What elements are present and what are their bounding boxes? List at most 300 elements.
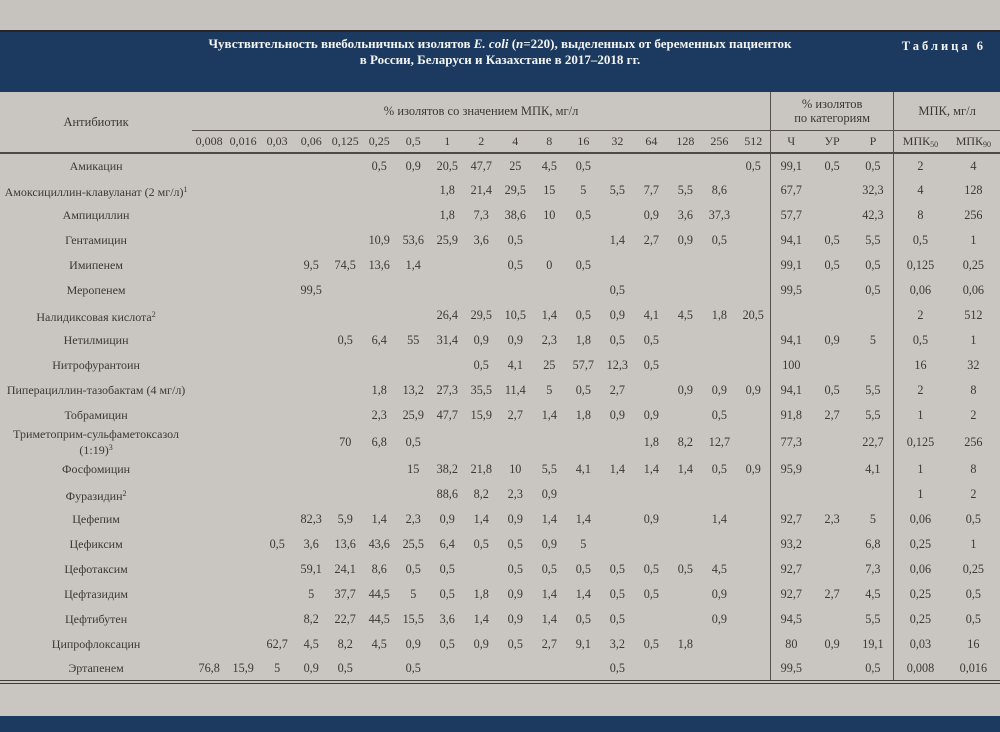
mic-value-cell xyxy=(294,482,328,507)
mic-value-cell xyxy=(192,303,226,328)
mic-value-cell: 99,5 xyxy=(300,283,322,297)
mic-value-cell: 0,9 xyxy=(711,612,727,626)
mic-value-cell xyxy=(702,632,736,657)
mic-value-cell xyxy=(226,607,260,632)
mpk-value-cell: 4 xyxy=(970,158,977,173)
mic-value-cell xyxy=(328,228,362,253)
mic-value-cell xyxy=(226,582,260,607)
mic-value-cell: 13,6 xyxy=(368,258,390,272)
mic-value-cell: 21,8 xyxy=(470,462,492,476)
mic-value-cell xyxy=(328,153,362,178)
mic-value-cell: 0,5 xyxy=(439,587,455,601)
mic-value-cell: 1,8 xyxy=(575,408,591,422)
mic-value-cell xyxy=(192,557,226,582)
mic-value-cell xyxy=(260,507,294,532)
category-value-cell: 95,9 xyxy=(771,457,812,482)
category-value-cell: 91,8 xyxy=(771,403,812,428)
mic-value-cell: 0,9 xyxy=(507,512,523,526)
category-column-header: Ч xyxy=(771,130,812,153)
category-value-cell: 99,1 xyxy=(771,153,812,178)
mic-value-cell: 4,1 xyxy=(575,462,591,476)
category-value-cell xyxy=(853,303,894,328)
mic-value-cell xyxy=(736,353,770,378)
mic-value-cell xyxy=(294,378,328,403)
mic-value-cell xyxy=(328,457,362,482)
category-value-cell: 67,7 xyxy=(771,178,812,203)
mic-value-cell xyxy=(634,153,668,178)
antibiotic-name-cell: Цефотаксим xyxy=(64,562,128,576)
category-value-cell: 57,7 xyxy=(771,203,812,228)
mic-value-cell: 1,4 xyxy=(541,587,557,601)
mic-column-header: 256 xyxy=(702,130,736,153)
mic-value-cell xyxy=(396,178,430,203)
top-margin-strip xyxy=(0,0,1000,30)
antibiotic-name-cell: Цефиксим xyxy=(69,537,123,551)
table-row xyxy=(0,353,1000,378)
mic-value-cell xyxy=(464,428,498,457)
mic-value-cell: 0,5 xyxy=(609,612,625,626)
mic-value-cell: 0,9 xyxy=(711,383,727,397)
mic-value-cell xyxy=(430,428,464,457)
mpk-value-cell: 8 xyxy=(894,203,947,228)
mic-value-cell: 10,5 xyxy=(504,308,526,322)
category-value-cell: 6,8 xyxy=(865,537,881,551)
mic-value-cell: 2,3 xyxy=(405,512,421,526)
mic-value-cell xyxy=(600,482,634,507)
mic-value-cell xyxy=(736,428,770,457)
mic-value-cell xyxy=(226,428,260,457)
mic-value-cell: 12,3 xyxy=(606,358,628,372)
mic-column-header: 128 xyxy=(668,130,702,153)
mic-value-cell: 4,5 xyxy=(371,637,387,651)
category-column-header: Р xyxy=(853,130,894,153)
mic-value-cell xyxy=(226,632,260,657)
mic-value-cell: 0,5 xyxy=(575,383,591,397)
mic-value-cell: 38,6 xyxy=(504,208,526,222)
mpk-value-cell: 16 xyxy=(967,637,980,651)
mic-value-cell: 0,5 xyxy=(439,562,455,576)
mpk-value-cell: 0,5 xyxy=(894,328,947,353)
mic-value-cell xyxy=(702,253,736,278)
mic-value-cell xyxy=(226,228,260,253)
mpk-value-cell: 1 xyxy=(970,537,977,551)
mic-value-cell xyxy=(634,253,668,278)
mic-value-cell: 29,5 xyxy=(504,183,526,197)
mic-value-cell xyxy=(294,328,328,353)
mic-column-header: 0,06 xyxy=(294,130,328,153)
mic-value-cell xyxy=(498,428,532,457)
table-row xyxy=(0,253,1000,278)
mic-value-cell: 5,5 xyxy=(677,183,693,197)
mic-value-cell: 2,7 xyxy=(507,408,523,422)
susceptibility-table xyxy=(0,92,1000,684)
mic-value-cell: 4,5 xyxy=(541,158,557,173)
mic-value-cell: 1,4 xyxy=(575,512,591,526)
mic-value-cell: 5,5 xyxy=(609,183,625,197)
category-value-cell xyxy=(812,203,853,228)
mic-value-cell xyxy=(566,657,600,682)
mic-value-cell xyxy=(226,253,260,278)
table-row xyxy=(0,278,1000,303)
mic-value-cell: 0,5 xyxy=(711,408,727,422)
category-value-cell: 94,5 xyxy=(771,607,812,632)
mic-value-cell xyxy=(736,632,770,657)
mic-value-cell: 1,8 xyxy=(575,333,591,347)
mic-value-cell xyxy=(192,632,226,657)
mic-value-cell: 1,4 xyxy=(609,462,625,476)
mic-value-cell xyxy=(192,228,226,253)
category-value-cell xyxy=(853,482,894,507)
mic-value-cell xyxy=(260,178,294,203)
mic-value-cell xyxy=(430,278,464,303)
category-value-cell: 94,1 xyxy=(771,228,812,253)
mic-value-cell xyxy=(192,428,226,457)
mic-value-cell xyxy=(736,403,770,428)
mic-value-cell: 13,6 xyxy=(334,537,356,551)
antibiotic-name-cell: Меропенем xyxy=(66,283,126,297)
table-row xyxy=(0,457,1000,482)
mpk-value-cell: 32 xyxy=(967,358,980,372)
mic-value-cell xyxy=(226,328,260,353)
mic-value-cell: 1,8 xyxy=(711,308,727,322)
mic-value-cell xyxy=(702,153,736,178)
mic-value-cell: 1,4 xyxy=(541,408,557,422)
mic-column-header: 0,125 xyxy=(328,130,362,153)
mpk-group-header: МПК, мг/л xyxy=(894,92,1000,130)
group-header-row xyxy=(0,92,1000,130)
mpk-value-cell: 2 xyxy=(894,378,947,403)
mic-value-cell xyxy=(736,607,770,632)
mic-value-cell xyxy=(260,328,294,353)
mic-value-cell xyxy=(294,428,328,457)
mic-value-cell: 1,4 xyxy=(405,258,421,272)
mic-value-cell xyxy=(226,482,260,507)
mic-value-cell xyxy=(566,482,600,507)
category-value-cell: 0,5 xyxy=(824,258,840,272)
category-value-cell: 0,5 xyxy=(865,283,881,297)
category-percent-group-header: % изолятов по категориям xyxy=(771,92,894,130)
category-value-cell xyxy=(812,557,853,582)
mic-value-cell xyxy=(736,482,770,507)
mic-value-cell: 0,5 xyxy=(541,562,557,576)
mpk-value-cell: 0,5 xyxy=(965,587,981,601)
category-value-cell: 22,7 xyxy=(862,435,884,449)
mic-value-cell xyxy=(362,303,396,328)
mic-value-cell: 62,7 xyxy=(266,637,288,651)
mpk-value-cell: 0,5 xyxy=(965,612,981,626)
mpk-value-cell: 0,5 xyxy=(965,512,981,526)
antibiotic-name-cell: Амоксициллин-клавуланат (2 мг/л)$^1$ xyxy=(4,184,188,199)
mic-value-cell xyxy=(226,532,260,557)
mic-value-cell: 0,5 xyxy=(405,661,421,675)
mic-value-cell xyxy=(260,428,294,457)
mic-value-cell: 8,2 xyxy=(473,487,489,501)
mpk-subscript: 50 xyxy=(930,139,939,149)
category-value-cell: 0,5 xyxy=(824,158,840,173)
mic-value-cell xyxy=(260,153,294,178)
mpk-value-cell: 0,25 xyxy=(894,582,947,607)
category-value-cell: 0,5 xyxy=(865,258,881,272)
mic-value-cell xyxy=(736,507,770,532)
mic-value-cell: 3,6 xyxy=(677,208,693,222)
mic-value-cell xyxy=(226,303,260,328)
mic-value-cell: 2,3 xyxy=(541,333,557,347)
category-value-cell: 0,9 xyxy=(824,333,840,347)
mic-column-header: 0,03 xyxy=(260,130,294,153)
mic-value-cell xyxy=(668,532,702,557)
mic-value-cell: 6,8 xyxy=(371,435,387,449)
mic-value-cell xyxy=(498,278,532,303)
mic-value-cell: 37,3 xyxy=(708,208,731,222)
mic-value-cell xyxy=(328,353,362,378)
mic-value-cell: 1,4 xyxy=(541,308,557,322)
mic-value-cell: 25,9 xyxy=(436,233,458,247)
footnote-marker: 1 xyxy=(183,184,188,194)
category-value-cell xyxy=(812,428,853,457)
table-row xyxy=(0,178,1000,203)
mic-column-header: 16 xyxy=(566,130,600,153)
mic-value-cell xyxy=(464,278,498,303)
antibiotic-name-cell: Нитрофурантоин xyxy=(52,358,140,372)
mic-value-cell: 0,5 xyxy=(507,562,523,576)
mic-value-cell: 5,9 xyxy=(337,512,353,526)
mic-value-cell xyxy=(634,657,668,682)
mic-value-cell xyxy=(328,378,362,403)
bottom-margin-strip xyxy=(0,684,1000,704)
mic-value-cell xyxy=(668,353,702,378)
mic-value-cell xyxy=(294,403,328,428)
table-row xyxy=(0,657,1000,682)
mic-value-cell xyxy=(328,482,362,507)
mic-value-cell: 0,5 xyxy=(405,562,421,576)
mpk-value-cell: 4 xyxy=(894,178,947,203)
mic-value-cell: 0,5 xyxy=(609,333,625,347)
mic-value-cell: 0,5 xyxy=(337,661,353,675)
mpk-value-cell: 16 xyxy=(894,353,947,378)
mic-value-cell: 0,5 xyxy=(575,562,591,576)
category-value-cell: 7,3 xyxy=(865,562,881,576)
mic-column-header: 0,5 xyxy=(396,130,430,153)
table-row xyxy=(0,228,1000,253)
mic-value-cell: 37,7 xyxy=(334,587,356,601)
mic-value-cell: 1,4 xyxy=(473,512,489,526)
antibiotic-name-cell: Пиперациллин-тазобактам (4 мг/л) xyxy=(6,383,186,397)
footnote-marker: 2 xyxy=(151,309,156,319)
category-value-cell xyxy=(812,178,853,203)
mic-value-cell: 0,9 xyxy=(405,158,421,173)
mic-value-cell: 4,5 xyxy=(711,562,727,576)
mic-value-cell: 4,1 xyxy=(643,308,659,322)
mic-value-cell: 21,4 xyxy=(470,183,492,197)
antibiotic-name-cell: Цефтибутен xyxy=(64,612,128,626)
mic-value-cell: 1,4 xyxy=(541,512,557,526)
mic-value-cell xyxy=(464,253,498,278)
mic-value-cell xyxy=(192,328,226,353)
mic-value-cell: 0,9 xyxy=(507,587,523,601)
category-value-cell: 0,5 xyxy=(824,383,840,397)
mic-value-cell: 88,6 xyxy=(436,487,458,501)
mic-value-cell xyxy=(192,457,226,482)
mic-value-cell xyxy=(260,353,294,378)
antibiotic-name-cell: Фуразидин$^2$ xyxy=(65,488,127,503)
mpk-value-cell: 0,125 xyxy=(894,253,947,278)
category-value-cell xyxy=(771,303,812,328)
mic-value-cell: 0,5 xyxy=(609,283,625,297)
mpk-value-cell: 0,06 xyxy=(894,278,947,303)
mic-value-cell: 10 xyxy=(543,208,556,222)
mic-value-cell xyxy=(736,203,770,228)
mic-value-cell: 0,5 xyxy=(507,258,523,272)
mic-value-cell: 24,1 xyxy=(334,562,356,576)
mic-value-cell xyxy=(192,253,226,278)
mic-value-cell: 76,8 xyxy=(198,661,220,675)
mic-value-cell: 2,3 xyxy=(371,408,387,422)
mic-value-cell: 26,4 xyxy=(436,308,458,322)
mic-value-cell: 0,5 xyxy=(677,562,693,576)
mic-value-cell: 0,5 xyxy=(473,358,489,372)
table-row xyxy=(0,153,1000,178)
mic-column-header: 8 xyxy=(532,130,566,153)
mic-value-cell: 0,9 xyxy=(643,208,659,222)
mic-value-cell: 12,7 xyxy=(708,435,731,449)
category-value-cell xyxy=(812,532,853,557)
mic-value-cell: 1,8 xyxy=(439,208,455,222)
mic-value-cell: 57,7 xyxy=(572,358,594,372)
mic-value-cell: 10,9 xyxy=(368,233,390,247)
mic-distribution-group-header: % изолятов со значением МПК, мг/л xyxy=(192,92,770,130)
category-value-cell: 99,5 xyxy=(771,278,812,303)
mic-value-cell xyxy=(362,457,396,482)
mic-value-cell: 8,2 xyxy=(337,637,353,651)
category-value-cell: 0,9 xyxy=(824,637,840,651)
category-value-cell: 42,3 xyxy=(862,208,884,222)
category-value-cell: 80 xyxy=(771,632,812,657)
mic-value-cell xyxy=(328,203,362,228)
mic-value-cell xyxy=(702,353,736,378)
mic-value-cell: 22,7 xyxy=(334,612,356,626)
category-value-cell xyxy=(812,607,853,632)
table-row xyxy=(0,557,1000,582)
mic-value-cell xyxy=(736,582,770,607)
mic-value-cell xyxy=(736,278,770,303)
mic-value-cell xyxy=(702,278,736,303)
mic-value-cell: 5 xyxy=(546,383,553,397)
mic-value-cell xyxy=(634,607,668,632)
mic-value-cell: 0,5 xyxy=(337,333,353,347)
antibiotic-name-cell: Нетилмицин xyxy=(63,333,129,347)
mic-value-cell xyxy=(736,328,770,353)
mic-value-cell: 0,5 xyxy=(575,258,591,272)
mic-value-cell: 0,9 xyxy=(643,512,659,526)
mic-value-cell: 1,8 xyxy=(371,383,387,397)
category-value-cell xyxy=(771,482,812,507)
mic-value-cell: 11,4 xyxy=(504,383,526,397)
mic-column-header: 4 xyxy=(498,130,532,153)
antibiotic-name-cell: Гентамицин xyxy=(65,233,127,247)
mic-value-cell xyxy=(634,532,668,557)
category-value-cell xyxy=(812,303,853,328)
category-value-cell: 19,1 xyxy=(862,637,884,651)
mic-value-cell xyxy=(702,482,736,507)
mic-value-cell: 0,9 xyxy=(677,383,693,397)
antibiotic-name-cell: Ампициллин xyxy=(62,208,130,222)
mic-value-cell xyxy=(736,228,770,253)
mic-value-cell xyxy=(532,278,566,303)
mic-value-cell: 0,5 xyxy=(507,537,523,551)
mic-value-cell xyxy=(396,303,430,328)
mic-column-header: 0,008 xyxy=(192,130,226,153)
mic-value-cell xyxy=(192,153,226,178)
mic-value-cell: 0,5 xyxy=(643,333,659,347)
mpk-value-cell: 0,06 xyxy=(962,283,985,297)
mic-value-cell xyxy=(192,532,226,557)
mic-value-cell: 1,4 xyxy=(609,233,625,247)
mic-value-cell: 25,5 xyxy=(402,537,424,551)
category-value-cell: 5 xyxy=(869,333,876,347)
mic-value-cell: 8,6 xyxy=(711,183,727,197)
mic-value-cell: 1,8 xyxy=(439,183,455,197)
mic-value-cell: 20,5 xyxy=(436,158,458,173)
mic-value-cell: 0,5 xyxy=(609,587,625,601)
mic-value-cell: 0,9 xyxy=(507,612,523,626)
mic-value-cell: 1,4 xyxy=(541,612,557,626)
mpk-value-cell: 0,016 xyxy=(959,661,988,675)
mpk-value-cell: 256 xyxy=(964,435,983,449)
mic-value-cell xyxy=(260,378,294,403)
table-title-line1: Чувствительность внебольничных изолятов E. coli (n=220), выделенных от беременных пациенток xyxy=(208,36,792,51)
mic-value-cell xyxy=(702,532,736,557)
antibiotic-column-header: Антибиотик xyxy=(0,92,192,153)
mic-value-cell: 44,5 xyxy=(368,612,390,626)
table-row xyxy=(0,632,1000,657)
mpk-value-cell: 256 xyxy=(964,208,983,222)
mpk-column-header: МПК50 xyxy=(894,130,947,153)
mic-value-cell xyxy=(260,457,294,482)
mic-value-cell xyxy=(226,153,260,178)
antibiotic-name-cell: Цефтазидим xyxy=(64,587,129,601)
table-row xyxy=(0,403,1000,428)
mic-value-cell: 0,9 xyxy=(609,308,625,322)
category-value-cell: 94,1 xyxy=(771,328,812,353)
table-row xyxy=(0,203,1000,228)
mic-value-cell: 59,1 xyxy=(300,562,322,576)
mic-value-cell xyxy=(328,403,362,428)
mpk-value-cell: 512 xyxy=(964,308,983,322)
mic-value-cell xyxy=(668,153,702,178)
mic-column-header: 2 xyxy=(464,130,498,153)
mic-value-cell: 7,7 xyxy=(643,183,659,197)
mic-value-cell xyxy=(294,153,328,178)
mic-value-cell: 43,6 xyxy=(368,537,390,551)
mic-value-cell: 5 xyxy=(410,587,417,601)
mic-value-cell: 82,3 xyxy=(300,512,322,526)
mic-value-cell: 0 xyxy=(546,258,553,272)
category-value-cell xyxy=(812,657,853,682)
mic-value-cell: 0,9 xyxy=(541,537,557,551)
mic-value-cell: 1,4 xyxy=(643,462,659,476)
mic-value-cell xyxy=(260,403,294,428)
mic-value-cell: 5 xyxy=(274,661,281,675)
category-value-cell: 100 xyxy=(771,353,812,378)
mic-value-cell: 0,5 xyxy=(439,637,455,651)
mic-column-header: 1 xyxy=(430,130,464,153)
mic-value-cell xyxy=(294,178,328,203)
mic-value-cell: 0,9 xyxy=(643,408,659,422)
mic-value-cell xyxy=(260,303,294,328)
mic-value-cell: 0,5 xyxy=(609,661,625,675)
mic-value-cell: 5 xyxy=(580,537,587,551)
antibiotic-name-cell: Тобрамицин xyxy=(64,408,128,422)
